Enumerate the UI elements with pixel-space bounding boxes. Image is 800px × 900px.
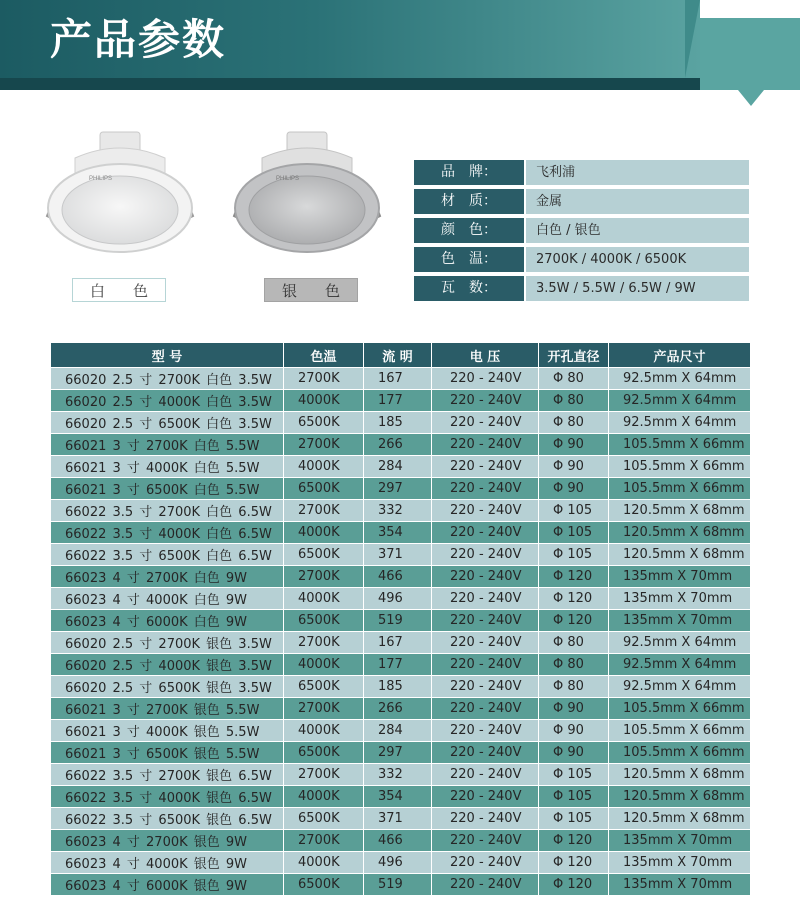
- cell-color-temp: 4000K: [284, 786, 364, 808]
- white-color-label: 白色: [89, 282, 176, 300]
- table-row: [51, 764, 751, 786]
- cell-color-temp: 2700K: [284, 632, 364, 654]
- cell-product-size: 135mm X 70mm: [609, 852, 751, 874]
- page-title: 产品参数: [50, 15, 227, 64]
- cell-color-temp: 6500K: [284, 544, 364, 566]
- cell-voltage: 220 - 240V: [432, 632, 539, 654]
- cell-voltage: 220 - 240V: [432, 808, 539, 830]
- cell-hole-diameter: Φ 90: [539, 478, 609, 500]
- cell-color-temp: 6500K: [284, 676, 364, 698]
- cell-color-temp: 6500K: [284, 742, 364, 764]
- cell-voltage: 220 - 240V: [432, 456, 539, 478]
- table-row: [51, 676, 751, 698]
- header-lumen: 流 明: [364, 343, 432, 368]
- cell-hole-diameter: Φ 90: [539, 456, 609, 478]
- cell-lumen: 332: [364, 764, 432, 786]
- cell-model: 66021 3 寸 4000K 银色 5.5W: [51, 720, 284, 742]
- cell-lumen: 266: [364, 434, 432, 456]
- table-row: [51, 632, 751, 654]
- cell-voltage: 220 - 240V: [432, 830, 539, 852]
- table-row: [51, 742, 751, 764]
- cell-color-temp: 6500K: [284, 478, 364, 500]
- cell-hole-diameter: Φ 120: [539, 566, 609, 588]
- cell-hole-diameter: Φ 105: [539, 544, 609, 566]
- cell-model: 66023 4 寸 4000K 白色 9W: [51, 588, 284, 610]
- table-row: [51, 698, 751, 720]
- spec-value: 飞利浦: [526, 160, 749, 185]
- spec-row: [414, 247, 749, 272]
- cell-model: 66023 4 寸 6000K 银色 9W: [51, 874, 284, 896]
- cell-product-size: 120.5mm X 68mm: [609, 764, 751, 786]
- header-hole-diameter: 开孔直径: [539, 343, 609, 368]
- table-row: [51, 720, 751, 742]
- cell-color-temp: 4000K: [284, 720, 364, 742]
- table-row: [51, 874, 751, 896]
- cell-model: 66021 3 寸 2700K 白色 5.5W: [51, 434, 284, 456]
- cell-color-temp: 2700K: [284, 434, 364, 456]
- cell-lumen: 167: [364, 368, 432, 390]
- cell-model: 66020 2.5 寸 6500K 白色 3.5W: [51, 412, 284, 434]
- cell-model: 66021 3 寸 6500K 银色 5.5W: [51, 742, 284, 764]
- cell-hole-diameter: Φ 105: [539, 522, 609, 544]
- cell-model: 66020 2.5 寸 6500K 银色 3.5W: [51, 676, 284, 698]
- cell-product-size: 92.5mm X 64mm: [609, 412, 751, 434]
- spec-label: 色 温：: [414, 247, 524, 272]
- cell-voltage: 220 - 240V: [432, 742, 539, 764]
- cell-lumen: 519: [364, 874, 432, 896]
- spec-table: [414, 160, 749, 305]
- table-row: [51, 566, 751, 588]
- spec-value: 白色 / 银色: [526, 218, 749, 243]
- cell-hole-diameter: Φ 120: [539, 852, 609, 874]
- cell-product-size: 105.5mm X 66mm: [609, 742, 751, 764]
- table-row: [51, 588, 751, 610]
- cell-product-size: 135mm X 70mm: [609, 830, 751, 852]
- cell-color-temp: 4000K: [284, 522, 364, 544]
- cell-voltage: 220 - 240V: [432, 698, 539, 720]
- spec-row: [414, 160, 749, 185]
- banner-shadow: [0, 78, 700, 90]
- header-product-size: 产品尺寸: [609, 343, 751, 368]
- spec-row: [414, 218, 749, 243]
- cell-model: 66022 3.5 寸 2700K 白色 6.5W: [51, 500, 284, 522]
- cell-model: 66022 3.5 寸 4000K 白色 6.5W: [51, 522, 284, 544]
- cell-product-size: 120.5mm X 68mm: [609, 786, 751, 808]
- cell-hole-diameter: Φ 105: [539, 500, 609, 522]
- cell-model: 66022 3.5 寸 6500K 银色 6.5W: [51, 808, 284, 830]
- cell-lumen: 371: [364, 544, 432, 566]
- banner-tab: [700, 18, 800, 90]
- table-header-row: [51, 343, 751, 368]
- cell-hole-diameter: Φ 120: [539, 610, 609, 632]
- cell-product-size: 105.5mm X 66mm: [609, 434, 751, 456]
- cell-voltage: 220 - 240V: [432, 390, 539, 412]
- cell-model: 66020 2.5 寸 4000K 白色 3.5W: [51, 390, 284, 412]
- spec-label: 材 质：: [414, 189, 524, 214]
- table-row: [51, 412, 751, 434]
- cell-product-size: 92.5mm X 64mm: [609, 676, 751, 698]
- cell-lumen: 332: [364, 500, 432, 522]
- cell-hole-diameter: Φ 105: [539, 808, 609, 830]
- cell-color-temp: 6500K: [284, 610, 364, 632]
- cell-hole-diameter: Φ 80: [539, 654, 609, 676]
- cell-model: 66023 4 寸 2700K 白色 9W: [51, 566, 284, 588]
- cell-product-size: 105.5mm X 66mm: [609, 456, 751, 478]
- cell-voltage: 220 - 240V: [432, 478, 539, 500]
- cell-product-size: 120.5mm X 68mm: [609, 500, 751, 522]
- cell-hole-diameter: Φ 80: [539, 390, 609, 412]
- cell-voltage: 220 - 240V: [432, 522, 539, 544]
- cell-model: 66020 2.5 寸 4000K 银色 3.5W: [51, 654, 284, 676]
- cell-lumen: 354: [364, 522, 432, 544]
- table-row: [51, 610, 751, 632]
- cell-color-temp: 2700K: [284, 830, 364, 852]
- cell-hole-diameter: Φ 90: [539, 698, 609, 720]
- cell-color-temp: 4000K: [284, 390, 364, 412]
- cell-color-temp: 2700K: [284, 764, 364, 786]
- cell-hole-diameter: Φ 80: [539, 412, 609, 434]
- cell-voltage: 220 - 240V: [432, 412, 539, 434]
- silver-color-label: 银色: [281, 282, 368, 300]
- cell-voltage: 220 - 240V: [432, 610, 539, 632]
- cell-model: 66020 2.5 寸 2700K 银色 3.5W: [51, 632, 284, 654]
- cell-model: 66023 4 寸 4000K 银色 9W: [51, 852, 284, 874]
- white-color-swatch: [72, 278, 176, 302]
- white-downlight-image: [45, 128, 195, 258]
- cell-color-temp: 6500K: [284, 874, 364, 896]
- table-row: [51, 478, 751, 500]
- cell-product-size: 135mm X 70mm: [609, 588, 751, 610]
- cell-lumen: 167: [364, 632, 432, 654]
- cell-color-temp: 4000K: [284, 456, 364, 478]
- cell-lumen: 284: [364, 720, 432, 742]
- cell-lumen: 371: [364, 808, 432, 830]
- table-row: [51, 786, 751, 808]
- cell-lumen: 297: [364, 742, 432, 764]
- cell-lumen: 354: [364, 786, 432, 808]
- cell-lumen: 496: [364, 588, 432, 610]
- spec-label: 颜 色：: [414, 218, 524, 243]
- svg-text:PHILIPS: PHILIPS: [89, 176, 113, 182]
- table-row: [51, 852, 751, 874]
- svg-text:PHILIPS: PHILIPS: [276, 176, 300, 182]
- table-row: [51, 830, 751, 852]
- cell-color-temp: 4000K: [284, 588, 364, 610]
- cell-product-size: 120.5mm X 68mm: [609, 808, 751, 830]
- cell-hole-diameter: Φ 105: [539, 786, 609, 808]
- cell-color-temp: 2700K: [284, 698, 364, 720]
- cell-product-size: 92.5mm X 64mm: [609, 632, 751, 654]
- header-model: 型 号: [51, 343, 284, 368]
- banner-arrow-icon: [738, 90, 764, 106]
- cell-voltage: 220 - 240V: [432, 654, 539, 676]
- spec-label: 品 牌：: [414, 160, 524, 185]
- cell-hole-diameter: Φ 120: [539, 830, 609, 852]
- cell-voltage: 220 - 240V: [432, 566, 539, 588]
- cell-lumen: 185: [364, 412, 432, 434]
- spec-value: 2700K / 4000K / 6500K: [526, 247, 749, 272]
- cell-product-size: 105.5mm X 66mm: [609, 478, 751, 500]
- cell-product-size: 135mm X 70mm: [609, 874, 751, 896]
- cell-lumen: 466: [364, 566, 432, 588]
- cell-color-temp: 6500K: [284, 412, 364, 434]
- spec-row: [414, 276, 749, 301]
- silver-color-swatch: [264, 278, 368, 302]
- cell-hole-diameter: Φ 90: [539, 742, 609, 764]
- cell-model: 66021 3 寸 2700K 银色 5.5W: [51, 698, 284, 720]
- table-row: [51, 434, 751, 456]
- cell-voltage: 220 - 240V: [432, 852, 539, 874]
- table-row: [51, 390, 751, 412]
- cell-hole-diameter: Φ 90: [539, 720, 609, 742]
- header-banner: [0, 0, 800, 92]
- cell-hole-diameter: Φ 90: [539, 434, 609, 456]
- cell-voltage: 220 - 240V: [432, 720, 539, 742]
- cell-lumen: 519: [364, 610, 432, 632]
- cell-product-size: 92.5mm X 64mm: [609, 368, 751, 390]
- spec-value: 金属: [526, 189, 749, 214]
- table-row: [51, 368, 751, 390]
- table-row: [51, 500, 751, 522]
- cell-color-temp: 4000K: [284, 654, 364, 676]
- cell-model: 66022 3.5 寸 2700K 银色 6.5W: [51, 764, 284, 786]
- cell-lumen: 177: [364, 390, 432, 412]
- banner-fold: [685, 0, 700, 78]
- cell-lumen: 297: [364, 478, 432, 500]
- cell-color-temp: 4000K: [284, 852, 364, 874]
- cell-model: 66021 3 寸 4000K 白色 5.5W: [51, 456, 284, 478]
- cell-product-size: 135mm X 70mm: [609, 610, 751, 632]
- table-row: [51, 654, 751, 676]
- cell-lumen: 266: [364, 698, 432, 720]
- cell-hole-diameter: Φ 105: [539, 764, 609, 786]
- table-row: [51, 544, 751, 566]
- cell-voltage: 220 - 240V: [432, 434, 539, 456]
- cell-model: 66023 4 寸 2700K 银色 9W: [51, 830, 284, 852]
- cell-product-size: 105.5mm X 66mm: [609, 720, 751, 742]
- table-row: [51, 522, 751, 544]
- spec-row: [414, 189, 749, 214]
- cell-product-size: 120.5mm X 68mm: [609, 544, 751, 566]
- cell-color-temp: 2700K: [284, 368, 364, 390]
- cell-hole-diameter: Φ 120: [539, 874, 609, 896]
- cell-hole-diameter: Φ 80: [539, 676, 609, 698]
- cell-product-size: 135mm X 70mm: [609, 566, 751, 588]
- cell-lumen: 466: [364, 830, 432, 852]
- cell-voltage: 220 - 240V: [432, 764, 539, 786]
- cell-hole-diameter: Φ 80: [539, 368, 609, 390]
- cell-model: 66022 3.5 寸 6500K 白色 6.5W: [51, 544, 284, 566]
- cell-hole-diameter: Φ 120: [539, 588, 609, 610]
- cell-lumen: 185: [364, 676, 432, 698]
- cell-lumen: 177: [364, 654, 432, 676]
- cell-voltage: 220 - 240V: [432, 676, 539, 698]
- cell-voltage: 220 - 240V: [432, 786, 539, 808]
- cell-product-size: 92.5mm X 64mm: [609, 390, 751, 412]
- cell-product-size: 120.5mm X 68mm: [609, 522, 751, 544]
- cell-voltage: 220 - 240V: [432, 368, 539, 390]
- cell-voltage: 220 - 240V: [432, 500, 539, 522]
- cell-hole-diameter: Φ 80: [539, 632, 609, 654]
- cell-color-temp: 2700K: [284, 500, 364, 522]
- cell-product-size: 105.5mm X 66mm: [609, 698, 751, 720]
- cell-model: 66020 2.5 寸 2700K 白色 3.5W: [51, 368, 284, 390]
- cell-color-temp: 6500K: [284, 808, 364, 830]
- cell-lumen: 496: [364, 852, 432, 874]
- spec-label: 瓦 数：: [414, 276, 524, 301]
- model-table: [50, 342, 751, 896]
- silver-downlight-image: [232, 128, 382, 258]
- header-color-temp: 色温: [284, 343, 364, 368]
- cell-voltage: 220 - 240V: [432, 544, 539, 566]
- cell-model: 66021 3 寸 6500K 白色 5.5W: [51, 478, 284, 500]
- cell-lumen: 284: [364, 456, 432, 478]
- table-row: [51, 808, 751, 830]
- spec-value: 3.5W / 5.5W / 6.5W / 9W: [526, 276, 749, 301]
- cell-product-size: 92.5mm X 64mm: [609, 654, 751, 676]
- cell-voltage: 220 - 240V: [432, 588, 539, 610]
- cell-voltage: 220 - 240V: [432, 874, 539, 896]
- cell-model: 66023 4 寸 6000K 白色 9W: [51, 610, 284, 632]
- cell-color-temp: 2700K: [284, 566, 364, 588]
- header-voltage: 电 压: [432, 343, 539, 368]
- table-row: [51, 456, 751, 478]
- cell-model: 66022 3.5 寸 4000K 银色 6.5W: [51, 786, 284, 808]
